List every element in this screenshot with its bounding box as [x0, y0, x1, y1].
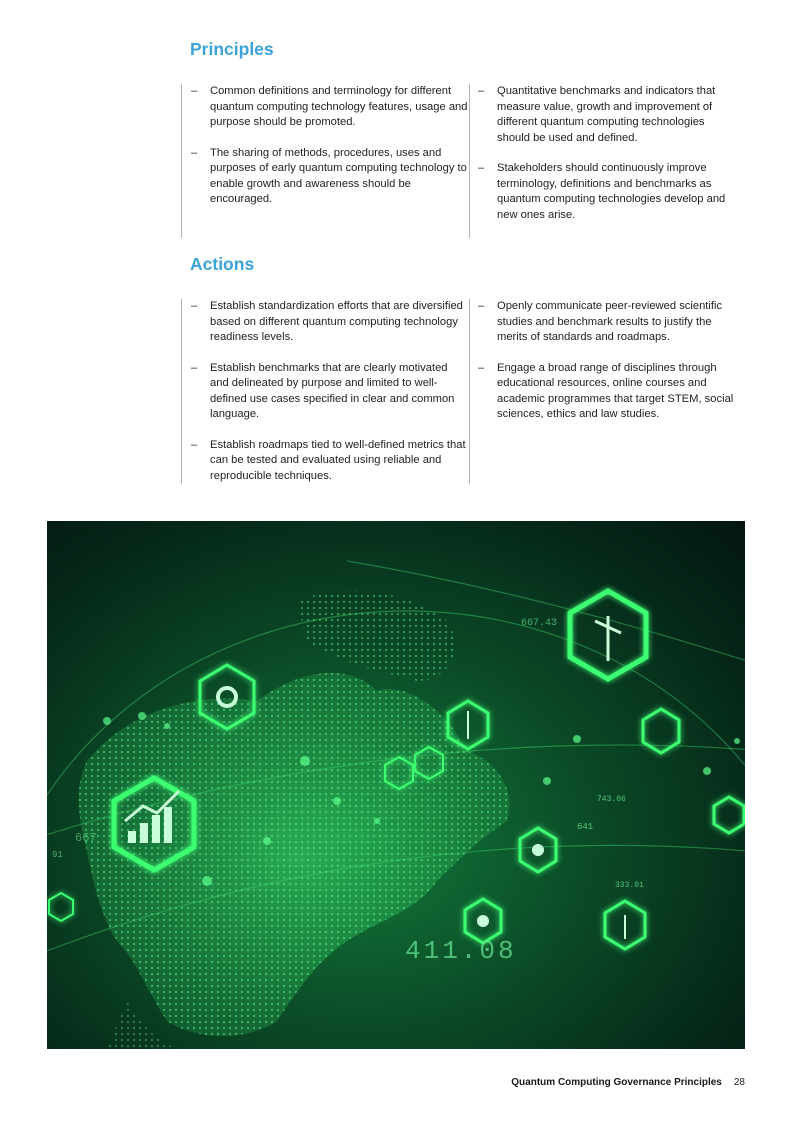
principles-left-column [181, 84, 469, 238]
dash: – [191, 438, 198, 451]
item-text: Establish standardization efforts that are diversified based on different quantum computing technology readiness levels. [210, 300, 463, 343]
item-text: Engage a broad range of disciplines through educational resources, online courses and academic programmes that target STEM, social sciences, ethics and law studies. [497, 361, 734, 420]
list-item [191, 84, 469, 131]
globe-illustration [47, 521, 745, 1049]
principles-right-column [469, 84, 740, 238]
list-item [478, 161, 740, 223]
continent [79, 591, 510, 1049]
hero-image [47, 521, 745, 1049]
principles-heading: Principles [190, 39, 274, 59]
item-text: Quantitative benchmarks and indicators that measure value, growth and improvement of different quantum computing technologies should be used and defined. [497, 85, 716, 144]
list-item [191, 146, 469, 208]
actions-left-column [181, 299, 469, 484]
list-item [191, 299, 469, 346]
item-text: Common definitions and terminology for different quantum computing technology features, usage and purpose should be promoted. [210, 85, 468, 128]
location-pin-icon [49, 893, 73, 921]
footer-title: Quantum Computing Governance Principles [511, 1077, 722, 1088]
dash: – [191, 300, 198, 312]
dash: – [478, 361, 485, 374]
recycle-icon [643, 709, 679, 753]
list-item [191, 361, 469, 423]
readout: 667 [75, 831, 97, 845]
item-text: Establish benchmarks that are clearly motivated and delineated by purpose and limited to well-defined use cases specified in clear and common language. [210, 361, 455, 420]
list-item [478, 84, 740, 146]
list-item [191, 438, 469, 485]
dash: – [191, 146, 198, 159]
item-text: Openly communicate peer-reviewed scientific studies and benchmark results to justify the merits of standards and roadmaps. [497, 300, 723, 343]
item-text: Stakeholders should continuously improve terminology, definitions and benchmarks as quantum computing technologies develop and new ones arise. [497, 162, 726, 221]
readout: 641 [577, 822, 594, 832]
page-footer [511, 1077, 745, 1088]
list-item [478, 299, 740, 346]
item-text: Establish roadmaps tied to well-defined metrics that can be tested and evaluated using reliable and reproducible techniques. [210, 438, 466, 482]
list-item [478, 361, 740, 423]
readout: 667.43 [521, 618, 558, 629]
actions-right-column [469, 299, 740, 484]
actions-heading: Actions [190, 254, 255, 274]
dash: – [191, 85, 198, 97]
actions-columns [181, 299, 741, 484]
readout: 743.06 [597, 795, 626, 804]
dash: – [191, 361, 198, 374]
actions-section [181, 251, 741, 484]
dash: – [478, 162, 485, 174]
readout: 91 [52, 850, 63, 860]
dash: – [478, 85, 485, 97]
dash: – [478, 300, 485, 312]
readout: 411.08 [405, 936, 517, 966]
principles-columns [181, 84, 741, 238]
page-number: 28 [733, 1077, 745, 1088]
readout: 333.01 [615, 881, 644, 890]
item-text: The sharing of methods, procedures, uses and purposes of early quantum computing technology to enable growth and awareness should be encouraged. [210, 146, 467, 205]
principles-section [181, 36, 741, 238]
globe-icon [714, 797, 744, 833]
